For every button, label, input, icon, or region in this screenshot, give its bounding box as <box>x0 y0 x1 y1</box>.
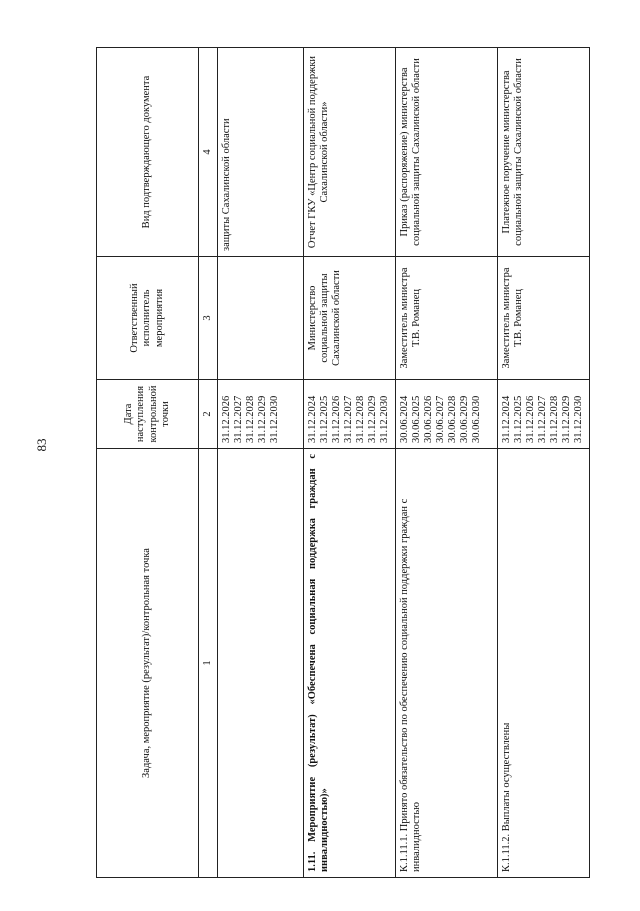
column-number: 2 <box>199 380 218 449</box>
date-value: 31.12.2027 <box>343 395 355 443</box>
task-cell: 1.11. Мероприятие (результат) «Обеспечена социальная поддержка граждан с инвалидностью)» <box>304 449 396 878</box>
header-doc-type: Вид подтверждающего документа <box>97 48 199 257</box>
doc-cell: Приказ (распоряжение) министерства социальной защиты Сахалинской области <box>396 48 498 257</box>
date-value: 31.12.2028 <box>245 395 257 443</box>
header-row <box>97 48 199 878</box>
date-cell <box>218 380 304 449</box>
table-row <box>304 48 396 878</box>
date-value: 31.12.2030 <box>573 395 585 443</box>
date-value: 31.12.2026 <box>525 395 537 443</box>
table-row <box>396 48 498 878</box>
date-value: 31.12.2030 <box>379 395 391 443</box>
date-value: 31.12.2029 <box>367 395 379 443</box>
date-value: 31.12.2027 <box>233 395 245 443</box>
date-value: 30.06.2026 <box>423 395 435 443</box>
date-value: 31.12.2025 <box>319 395 331 443</box>
header-task: Задача, мероприятие (результат)/контрольная точка <box>97 449 199 878</box>
column-number: 1 <box>199 449 218 878</box>
date-value: 31.12.2029 <box>257 395 269 443</box>
table-row <box>498 48 590 878</box>
date-value: 31.12.2026 <box>221 395 233 443</box>
date-value: 31.12.2028 <box>355 395 367 443</box>
column-number-row <box>199 48 218 878</box>
doc-cell: Платежное поручение министерства социальной защиты Сахалинской области <box>498 48 590 257</box>
header-date: Дата наступления контрольной точки <box>97 380 199 449</box>
doc-cell: Отчет ГКУ «Центр социальной поддержки Сахалинской области» <box>304 48 396 257</box>
rotated-table-container <box>96 48 586 878</box>
date-value: 30.06.2024 <box>399 395 411 443</box>
date-value: 31.12.2030 <box>269 395 281 443</box>
date-value: 30.06.2027 <box>435 395 447 443</box>
responsible-cell: Министерство социальной защиты Сахалинской области <box>304 257 396 380</box>
control-points-table <box>96 47 590 878</box>
responsible-cell: Заместитель министра Т.В. Романец <box>396 257 498 380</box>
header-responsible: Ответственный исполнитель мероприятия <box>97 257 199 380</box>
responsible-cell: Заместитель министра Т.В. Романец <box>498 257 590 380</box>
date-cell <box>396 380 498 449</box>
doc-cell: защиты Сахалинской области <box>218 48 304 257</box>
page-number: 83 <box>34 438 49 452</box>
date-value: 30.06.2025 <box>411 395 423 443</box>
date-value: 31.12.2029 <box>561 395 573 443</box>
column-number: 3 <box>199 257 218 380</box>
date-value: 30.06.2030 <box>471 395 483 443</box>
date-value: 30.06.2028 <box>447 395 459 443</box>
date-value: 31.12.2027 <box>537 395 549 443</box>
task-cell <box>218 449 304 878</box>
date-value: 31.12.2028 <box>549 395 561 443</box>
date-cell <box>498 380 590 449</box>
date-value: 31.12.2025 <box>513 395 525 443</box>
responsible-cell <box>218 257 304 380</box>
date-value: 31.12.2026 <box>331 395 343 443</box>
date-value: 31.12.2024 <box>501 395 513 443</box>
column-number: 4 <box>199 48 218 257</box>
date-cell <box>304 380 396 449</box>
task-cell: К.1.11.2. Выплаты осуществлены <box>498 449 590 878</box>
table-row <box>218 48 304 878</box>
date-value: 30.06.2029 <box>459 395 471 443</box>
task-cell: К.1.11.1. Принято обязательство по обеспечению социальной поддержки граждан с инвалидностью <box>396 449 498 878</box>
date-value: 31.12.2024 <box>307 395 319 443</box>
